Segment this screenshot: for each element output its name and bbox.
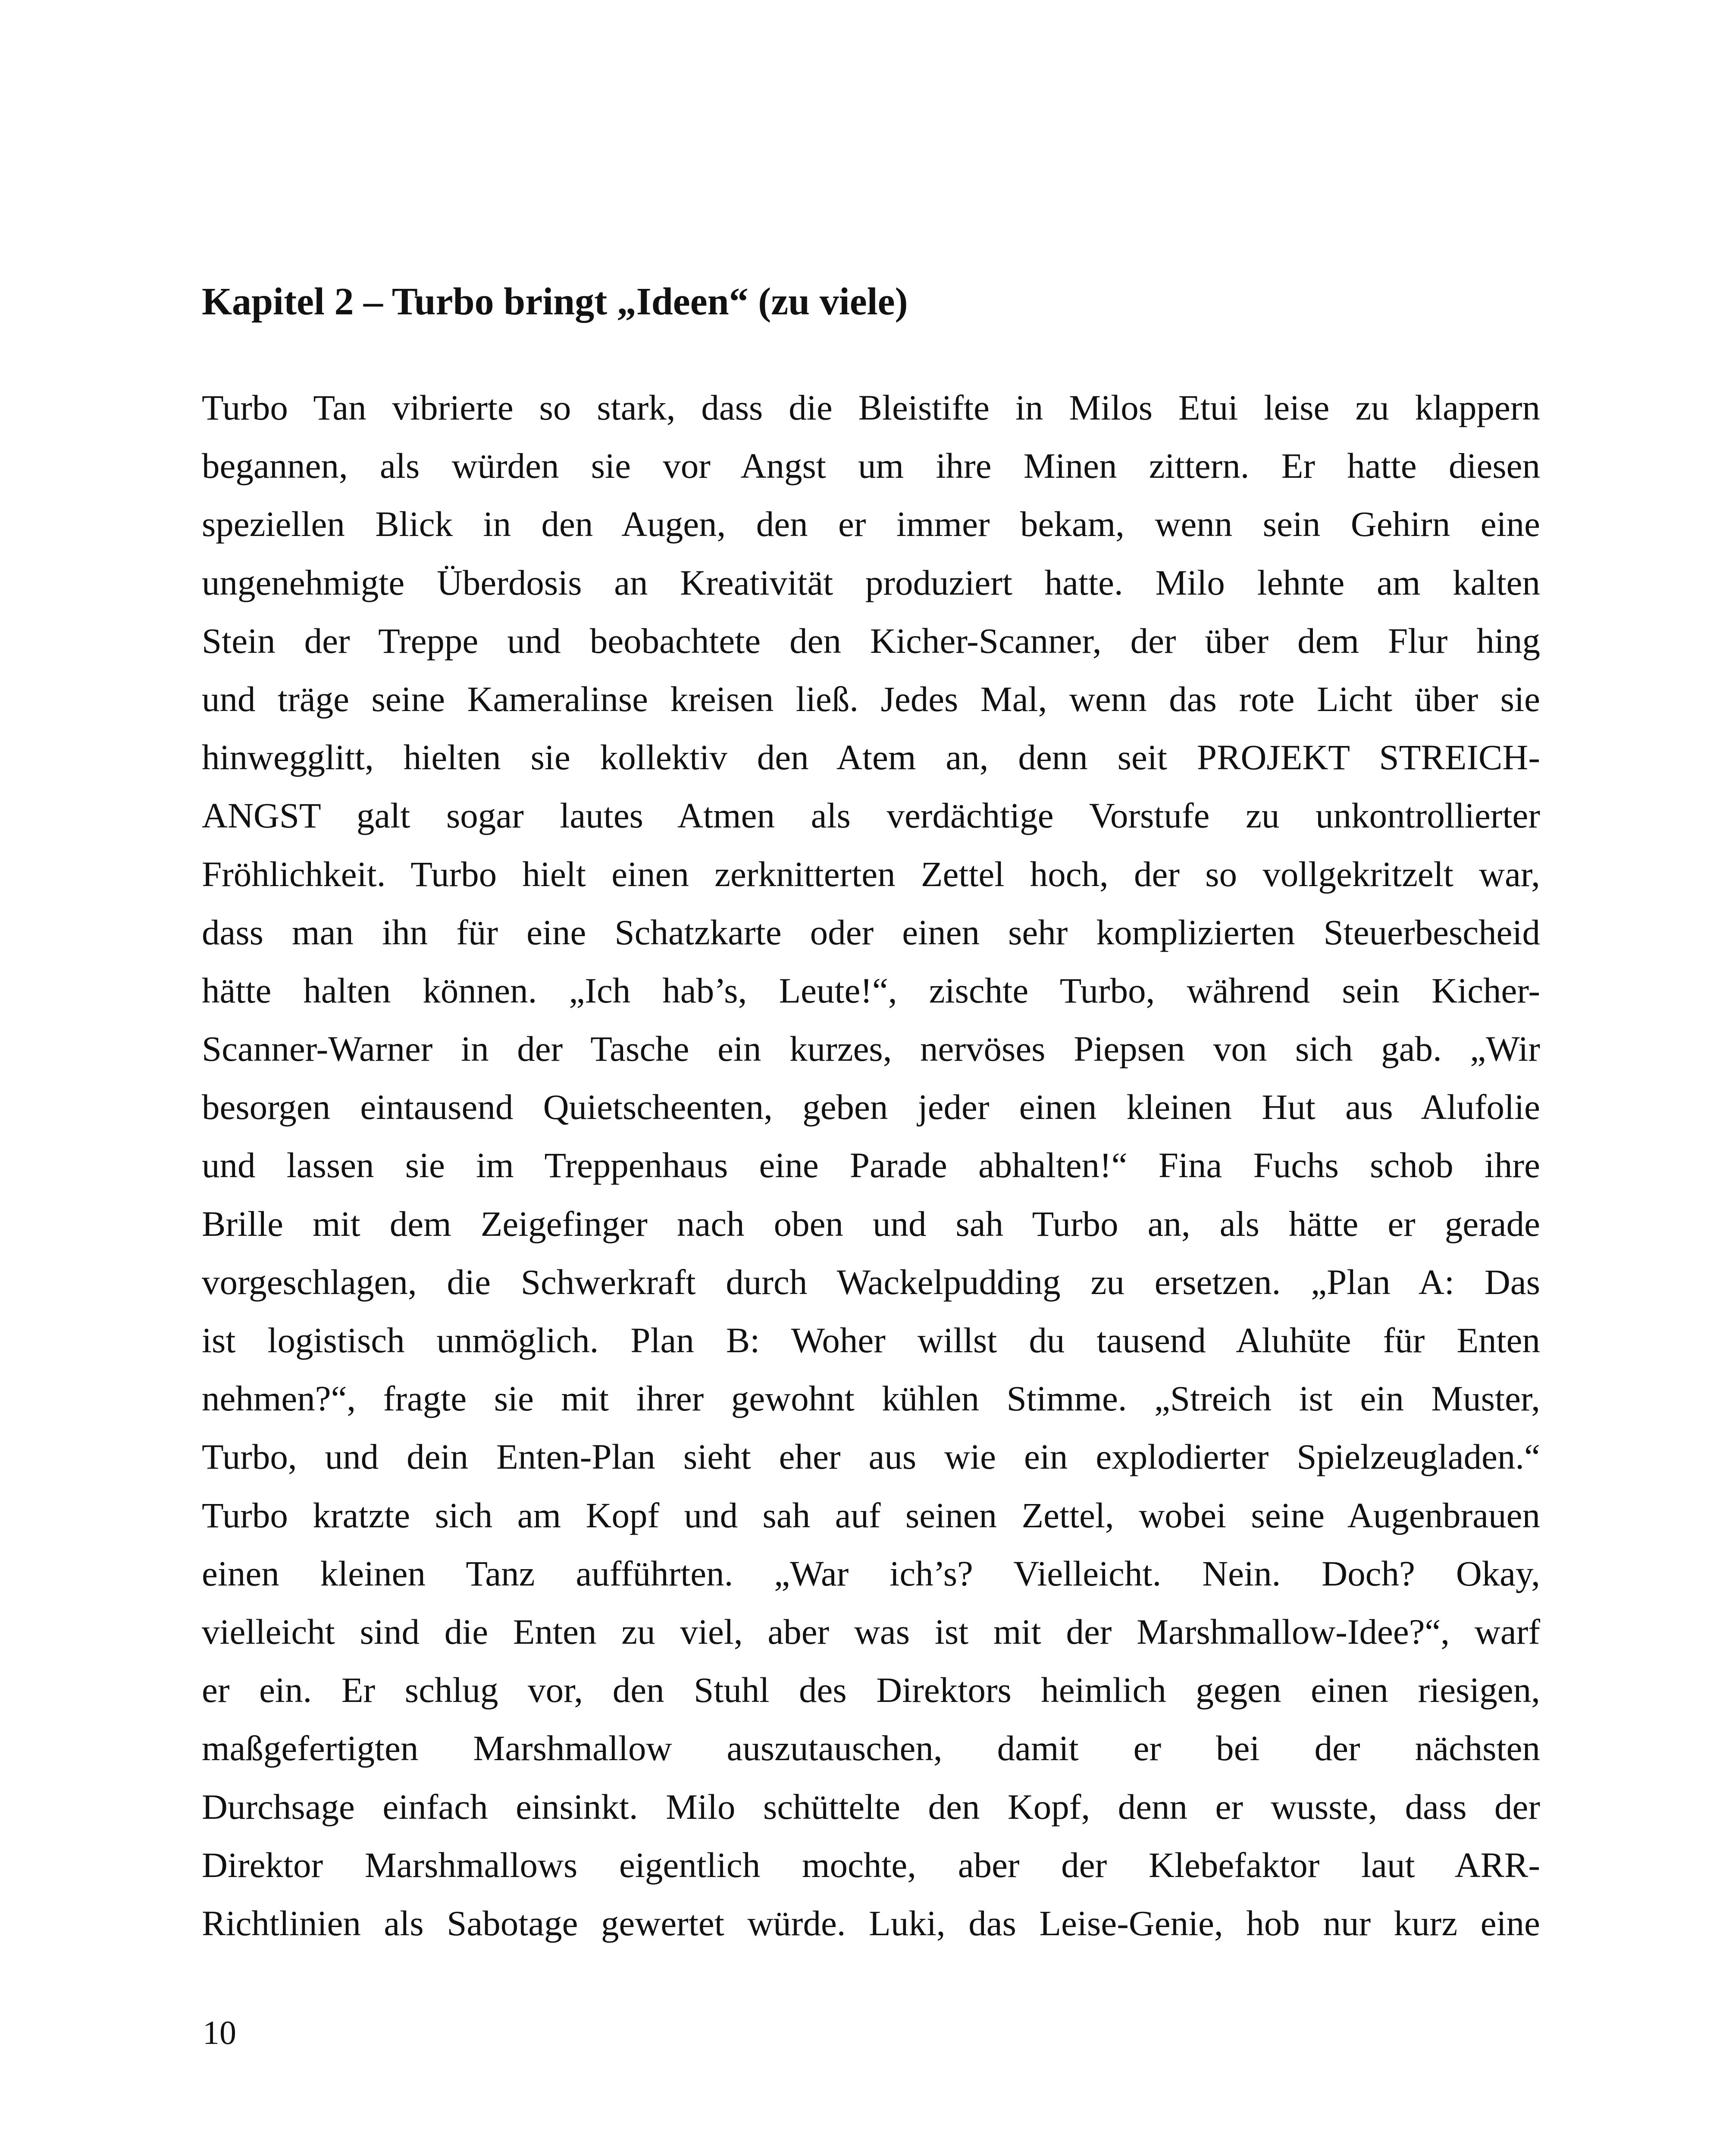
text-line: hinwegglitt, hielten sie kollektiv den Atem an, denn seit PROJEKT STREICH- bbox=[202, 737, 1540, 777]
text-line: Turbo kratzte sich am Kopf und sah auf seinen Zettel, wobei seine Augenbrauen bbox=[202, 1495, 1540, 1535]
text-line: ungenehmigte Überdosis an Kreativität produziert hatte. Milo lehnte am kalten bbox=[202, 562, 1540, 602]
text-line: begannen, als würden sie vor Angst um ihre Minen zittern. Er hatte diesen bbox=[202, 446, 1540, 486]
text-line: Stein der Treppe und beobachtete den Kicher-Scanner, der über dem Flur hing bbox=[202, 620, 1540, 661]
text-line: ANGST galt sogar lautes Atmen als verdächtige Vorstufe zu unkontrollierter bbox=[202, 796, 1540, 836]
text-line: Scanner-Warner in der Tasche ein kurzes, nervöses Piepsen von sich gab. „Wir bbox=[202, 1029, 1540, 1069]
text-line: Direktor Marshmallows eigentlich mochte, aber der Klebefaktor laut ARR- bbox=[202, 1845, 1540, 1885]
text-line: einen kleinen Tanz aufführten. „War ich’s? Vielleicht. Nein. Doch? Okay, bbox=[202, 1553, 1540, 1593]
text-line: dass man ihn für eine Schatzkarte oder einen sehr komplizierten Steuerbescheid bbox=[202, 912, 1540, 952]
text-line: besorgen eintausend Quietscheenten, geben jeder einen kleinen Hut aus Alufolie bbox=[202, 1087, 1540, 1127]
text-line: maßgefertigten Marshmallow auszutauschen, damit er bei der nächsten bbox=[202, 1728, 1540, 1768]
text-line: Durchsage einfach einsinkt. Milo schüttelte den Kopf, denn er wusste, dass der bbox=[202, 1786, 1540, 1827]
text-line: hätte halten können. „Ich hab’s, Leute!“, zischte Turbo, während sein Kicher- bbox=[202, 970, 1540, 1010]
text-line: vorgeschlagen, die Schwerkraft durch Wackelpudding zu ersetzen. „Plan A: Das bbox=[202, 1262, 1540, 1302]
text-line: ist logistisch unmöglich. Plan B: Woher willst du tausend Aluhüte für Enten bbox=[202, 1320, 1540, 1360]
text-line: Brille mit dem Zeigefinger nach oben und sah Turbo an, als hätte er gerade bbox=[202, 1203, 1540, 1244]
text-line: Fröhlichkeit. Turbo hielt einen zerknitterten Zettel hoch, der so vollgekritzelt war, bbox=[202, 854, 1540, 894]
page-number: 10 bbox=[203, 2014, 236, 2051]
text-line: speziellen Blick in den Augen, den er immer bekam, wenn sein Gehirn eine bbox=[202, 504, 1540, 544]
chapter-title: Kapitel 2 – Turbo bringt „Ideen“ (zu viele) bbox=[202, 280, 908, 323]
body-paragraph bbox=[202, 379, 1540, 1952]
text-line: er ein. Er schlug vor, den Stuhl des Direktors heimlich gegen einen riesigen, bbox=[202, 1670, 1540, 1710]
text-line: nehmen?“, fragte sie mit ihrer gewohnt kühlen Stimme. „Streich ist ein Muster, bbox=[202, 1379, 1540, 1419]
text-line: und träge seine Kameralinse kreisen ließ. Jedes Mal, wenn das rote Licht über sie bbox=[202, 679, 1540, 719]
text-line: Turbo Tan vibrierte so stark, dass die Bleistifte in Milos Etui leise zu klappern bbox=[202, 388, 1540, 427]
text-line: Turbo, und dein Enten-Plan sieht eher aus wie ein explodierter Spielzeugladen.“ bbox=[202, 1437, 1540, 1477]
text-line: vielleicht sind die Enten zu viel, aber was ist mit der Marshmallow-Idee?“, warf bbox=[202, 1611, 1540, 1651]
text-line: Richtlinien als Sabotage gewertet würde. Luki, das Leise-Genie, hob nur kurz eine bbox=[202, 1903, 1540, 1943]
text-line: und lassen sie im Treppenhaus eine Parade abhalten!“ Fina Fuchs schob ihre bbox=[202, 1145, 1540, 1185]
